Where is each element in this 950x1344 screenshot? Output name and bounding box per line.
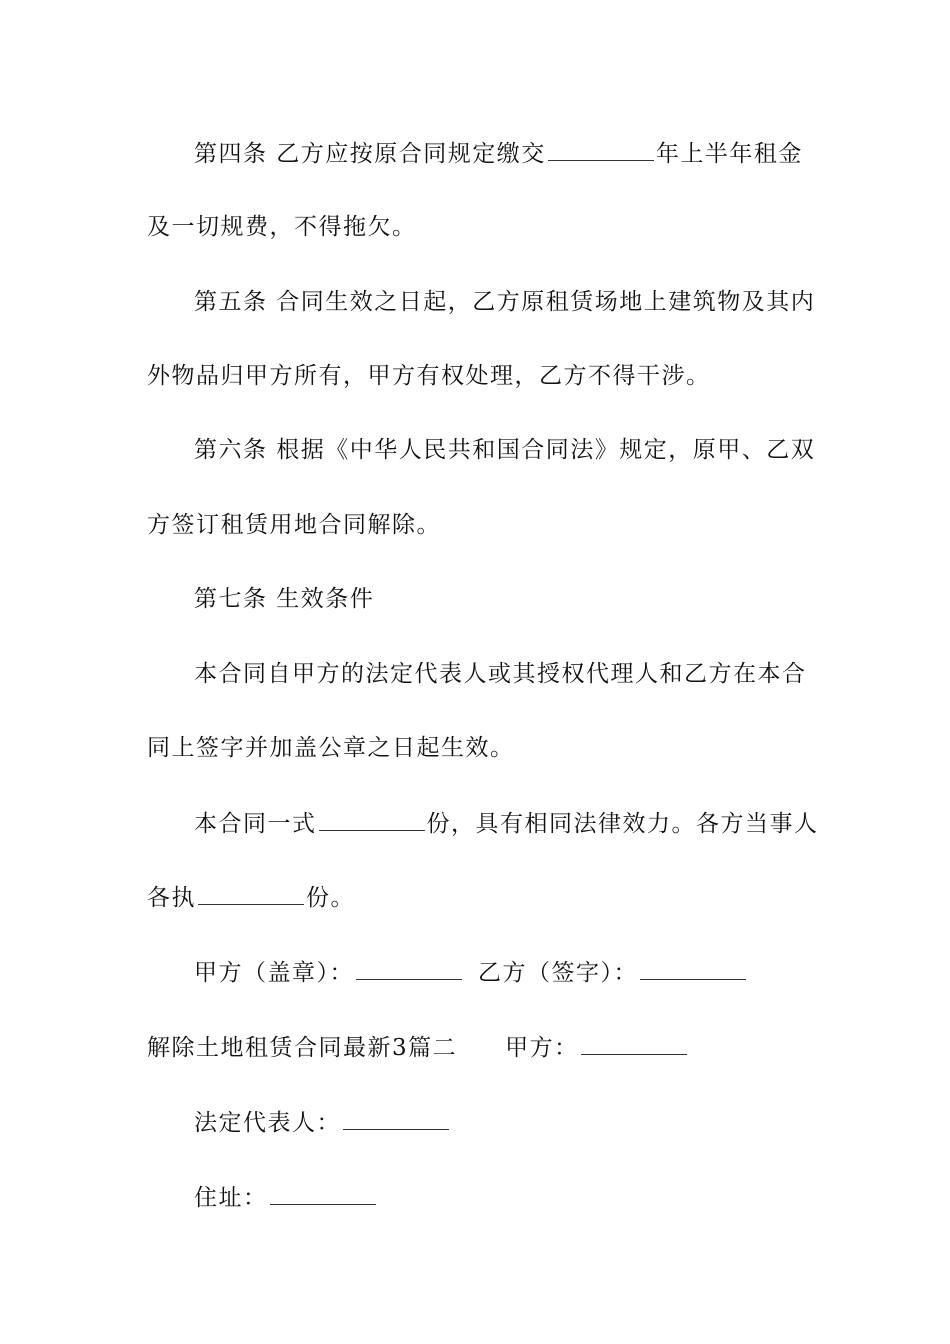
article-6-line-2: 方签订租赁用地合同解除。 [147, 512, 441, 538]
article-6-line-1: 第六条 根据《中华人民共和国合同法》规定，原甲、乙双 [194, 437, 816, 463]
each-holds-blank [198, 882, 304, 905]
address-line [147, 1182, 864, 1213]
article-5-line-2: 外物品归甲方所有，甲方有权处理，乙方不得干涉。 [147, 363, 711, 389]
party-a-seal-blank [356, 957, 462, 980]
legal-rep-blank [343, 1107, 449, 1130]
article-4-text-pre: 第四条 乙方应按原合同规定缴交 [194, 141, 546, 167]
article-7-p1-line-2: 同上签字并加盖公章之日起生效。 [147, 735, 515, 761]
legal-rep-line [147, 1107, 864, 1138]
section-2-party-a-blank [581, 1032, 687, 1055]
article-4-text-post: 年上半年租金 [655, 141, 803, 167]
address-label: 住址： [194, 1185, 268, 1211]
article-7-p2-line-2 [147, 882, 817, 913]
copies-blank [319, 808, 425, 831]
address-blank [270, 1182, 376, 1205]
copies-text-post: 份，具有相同法律效力。各方当事人 [426, 811, 819, 837]
section-2-heading-line [147, 1032, 817, 1063]
each-holds-text-post: 份。 [306, 885, 355, 911]
article-7-heading: 第七条 生效条件 [194, 586, 375, 612]
each-holds-text-pre: 各执 [147, 885, 196, 911]
article-4-line-2: 及一切规费，不得拖欠。 [147, 214, 417, 240]
article-4-line-1 [147, 138, 864, 169]
section-2-title: 解除土地租赁合同最新3篇二 [147, 1035, 458, 1061]
article-7-p1-line-1: 本合同自甲方的法定代表人或其授权代理人和乙方在本合 [194, 661, 807, 687]
section-2-party-a-label: 甲方： [505, 1035, 579, 1061]
signature-line [147, 957, 864, 988]
legal-rep-label: 法定代表人： [194, 1110, 341, 1136]
year-blank [548, 138, 654, 161]
party-b-sign-blank [640, 957, 746, 980]
article-7-p2-line-1 [147, 808, 864, 839]
party-a-seal-label: 甲方（盖章）： [194, 960, 354, 986]
party-b-sign-label: 乙方（签字）： [478, 960, 638, 986]
copies-text-pre: 本合同一式 [194, 811, 317, 837]
article-5-line-1: 第五条 合同生效之日起，乙方原租赁场地上建筑物及其内 [194, 289, 816, 315]
